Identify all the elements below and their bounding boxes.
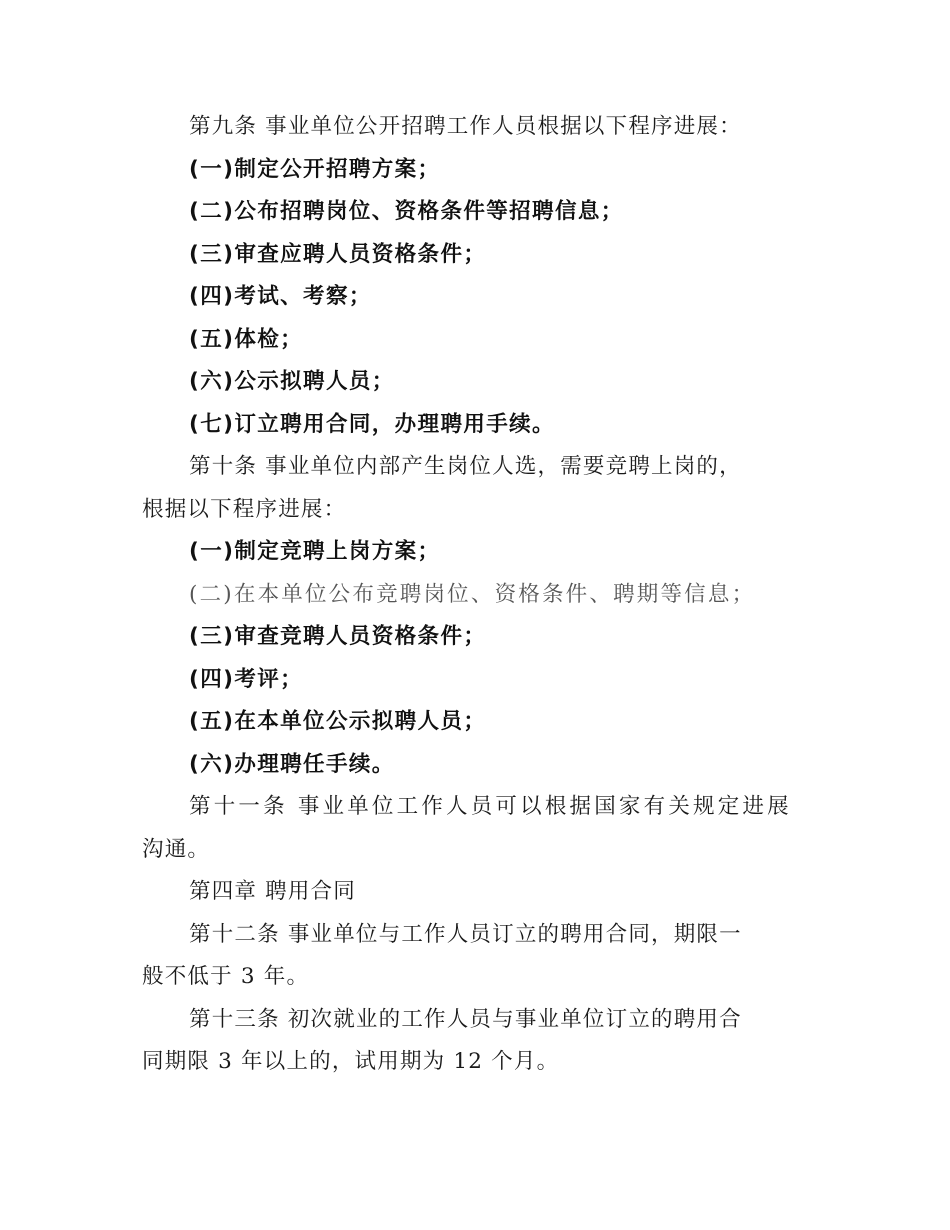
article-9-step-2: (二)公布招聘岗位、资格条件等招聘信息； (189, 199, 624, 224)
article-10-step-4: (四)考评； (189, 666, 304, 692)
article-12-continued: 般不低于 3 年。 (142, 964, 310, 989)
article-9-step-6: (六)公示拟聘人员； (189, 369, 395, 394)
article-10-step-5: (五)在本单位公示拟聘人员； (189, 709, 487, 734)
article-13-continued: 同期限 3 年以上的，试用期为 12 个月。 (142, 1049, 560, 1074)
article-9-step-3: (三)审查应聘人员资格条件； (189, 241, 487, 267)
article-9-step-1: (一)制定公开招聘方案； (189, 156, 441, 182)
article-9-step-4: (四)考试、考察； (189, 284, 372, 309)
article-10-heading: 第十条 事业单位内部产生岗位人选，需要竞聘上岗的， (189, 454, 742, 479)
chapter-4-title: 第四章 聘用合同 (189, 879, 356, 904)
article-10-step-2: (二)在本单位公布竞聘岗位、资格条件、聘期等信息； (189, 581, 756, 607)
article-12: 第十二条 事业单位与工作人员订立的聘用合同，期限一 (189, 921, 742, 947)
article-9-step-5: (五)体检； (189, 326, 304, 352)
document-body (142, 106, 808, 1084)
article-9-heading: 第九条 事业单位公开招聘工作人员根据以下程序进展： (189, 114, 742, 139)
article-11-continued: 沟通。 (142, 836, 211, 862)
article-10-heading-continued: 根据以下程序进展： (142, 496, 347, 522)
article-10-step-1: (一)制定竞聘上岗方案； (189, 539, 441, 564)
article-11: 第十一条 事业单位工作人员可以根据国家有关规定进展 (189, 794, 792, 819)
article-10-step-3: (三)审查竞聘人员资格条件； (189, 624, 487, 649)
article-9-step-7: (七)订立聘用合同，办理聘用手续。 (189, 411, 555, 437)
article-13: 第十三条 初次就业的工作人员与事业单位订立的聘用合 (189, 1006, 742, 1032)
article-10-step-6: (六)办理聘任手续。 (189, 751, 395, 777)
